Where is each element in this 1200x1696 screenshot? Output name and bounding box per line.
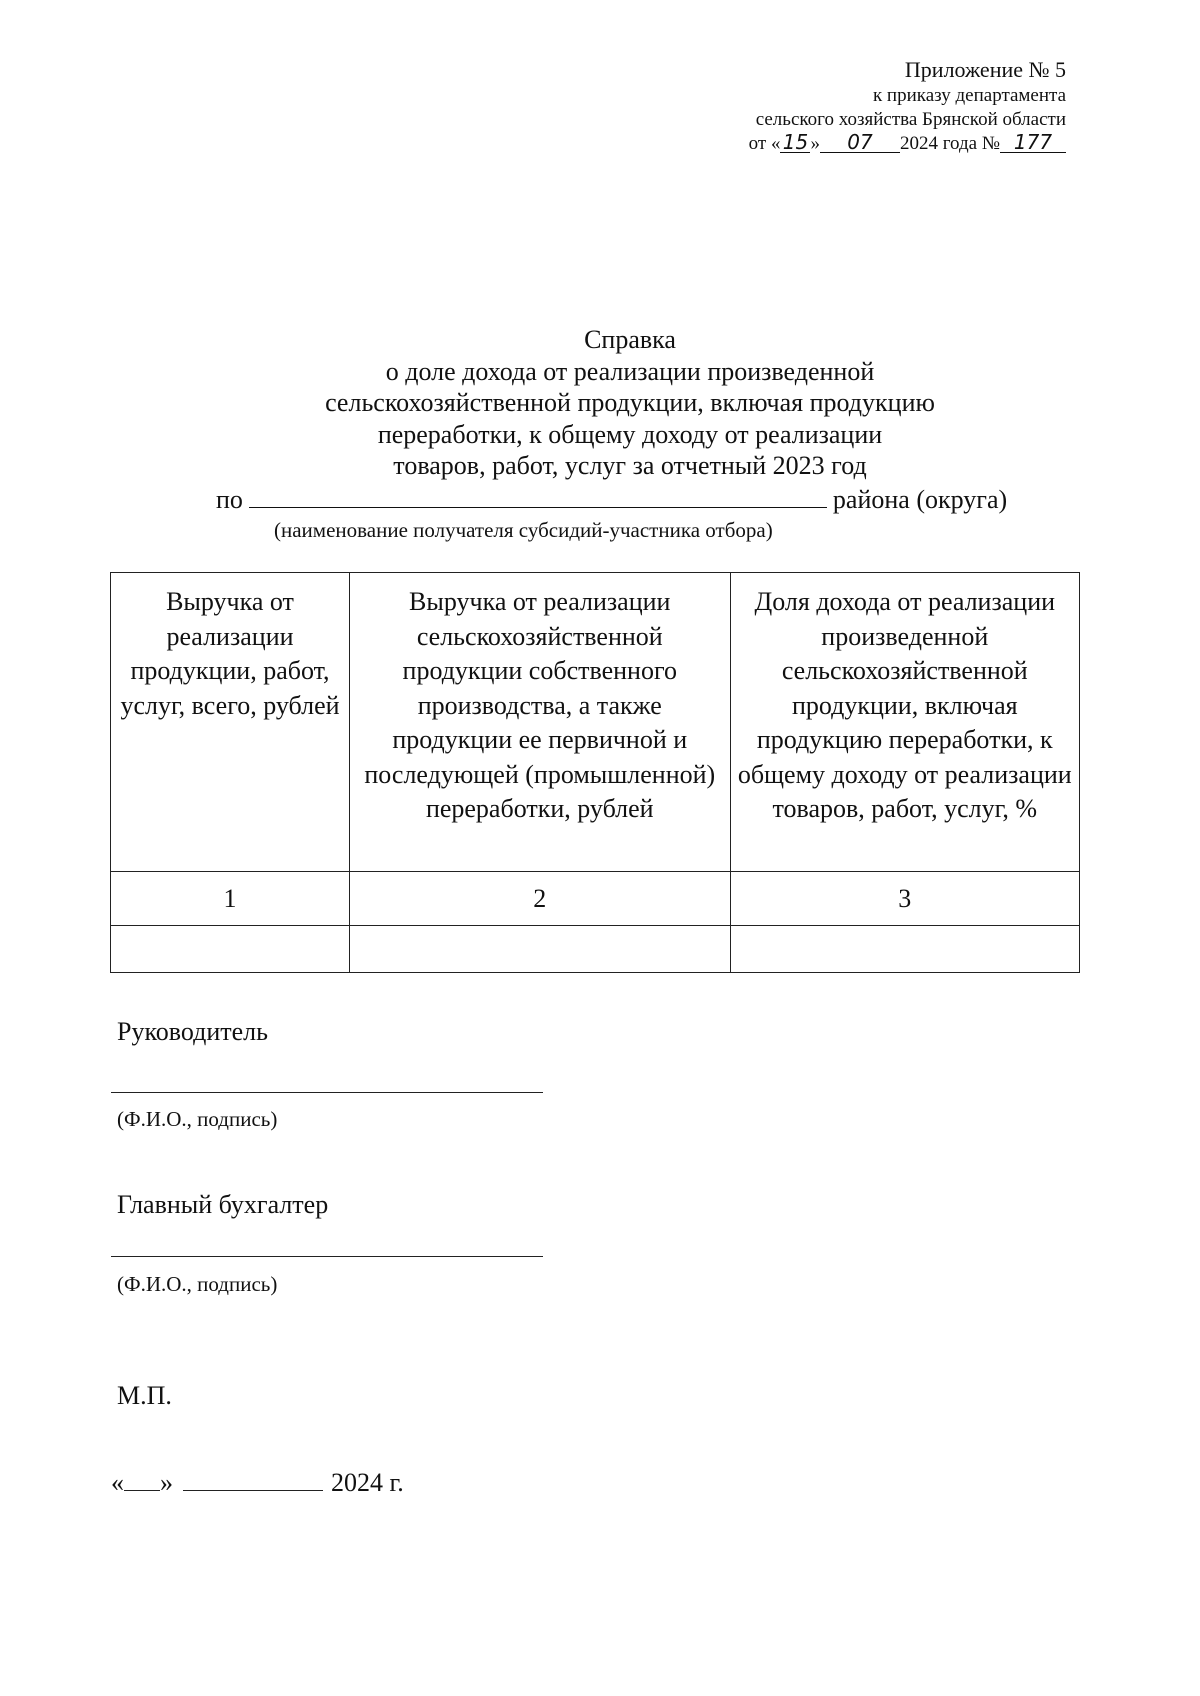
table-header-row — [111, 573, 1080, 872]
title-line-2: о доле дохода от реализации произведенной — [385, 356, 875, 386]
column-number-3: 3 — [730, 872, 1079, 926]
stamp-place: М.П. — [117, 1381, 172, 1410]
accountant-signature-line[interactable] — [111, 1256, 543, 1257]
title-line-3: сельскохозяйственной продукции, включая продукцию — [325, 388, 935, 417]
title-line-1: Справка — [584, 325, 676, 354]
date-day-blank[interactable] — [124, 1468, 160, 1491]
header-agri-revenue: Выручка от реализации сельскохозяйственной продукции собственного производства, а также продукции ее первичной и последующей (промышленной) переработки, рублей — [349, 573, 730, 872]
table-number-row — [111, 872, 1080, 926]
recipient-prefix: по — [216, 485, 243, 514]
head-caption: (Ф.И.О., подпись) — [117, 1107, 278, 1131]
annex-department: сельского хозяйства Брянской области — [755, 109, 1066, 130]
column-number-2: 2 — [349, 872, 730, 926]
date-open-quote: « — [111, 1468, 124, 1497]
annex-month-handwritten: 07 — [820, 132, 900, 153]
head-label: Руководитель — [117, 1017, 268, 1046]
recipient-caption: (наименование получателя субсидий-участника отбора) — [274, 518, 773, 542]
annex-title: Приложение № 5 — [904, 57, 1066, 82]
cell-income-share[interactable] — [730, 926, 1079, 973]
annex-date-mid: » — [810, 133, 820, 154]
date-month-blank[interactable] — [183, 1468, 323, 1491]
date-year: 2024 г. — [331, 1468, 404, 1497]
accountant-label: Главный бухгалтер — [117, 1190, 329, 1219]
accountant-caption: (Ф.И.О., подпись) — [117, 1272, 278, 1296]
header-total-revenue: Выручка от реализации продукции, работ, услуг, всего, рублей — [111, 573, 350, 872]
annex-year-text: 2024 года № — [899, 133, 1000, 154]
title-line-4: переработки, к общему доходу от реализации — [377, 419, 883, 449]
header-income-share: Доля дохода от реализации произведенной сельскохозяйственной продукции, включая продукцию переработки, к общему доходу от реализации товаров, работ, услуг, % — [730, 573, 1079, 872]
document-title — [0, 324, 1200, 482]
annex-header — [606, 56, 1066, 156]
title-line-5: товаров, работ, услуг за отчетный 2023 год — [393, 451, 867, 480]
head-signature-line[interactable] — [111, 1092, 543, 1093]
date-close-quote: » — [160, 1468, 173, 1497]
annex-order-ref: к приказу департамента — [872, 85, 1066, 106]
table-data-row — [111, 926, 1080, 973]
date-line — [111, 1468, 404, 1498]
column-number-1: 1 — [111, 872, 350, 926]
revenue-table — [110, 572, 1080, 973]
recipient-suffix: района (округа) — [832, 485, 1008, 514]
annex-date-prefix: от « — [748, 133, 781, 154]
cell-agri-revenue[interactable] — [349, 926, 730, 973]
annex-day-handwritten: 15 — [780, 132, 810, 153]
recipient-line — [216, 485, 1007, 515]
annex-date-line — [606, 132, 1066, 156]
cell-total-revenue[interactable] — [111, 926, 350, 973]
annex-number-handwritten: 177 — [1000, 132, 1066, 153]
recipient-name-blank[interactable] — [249, 485, 827, 508]
